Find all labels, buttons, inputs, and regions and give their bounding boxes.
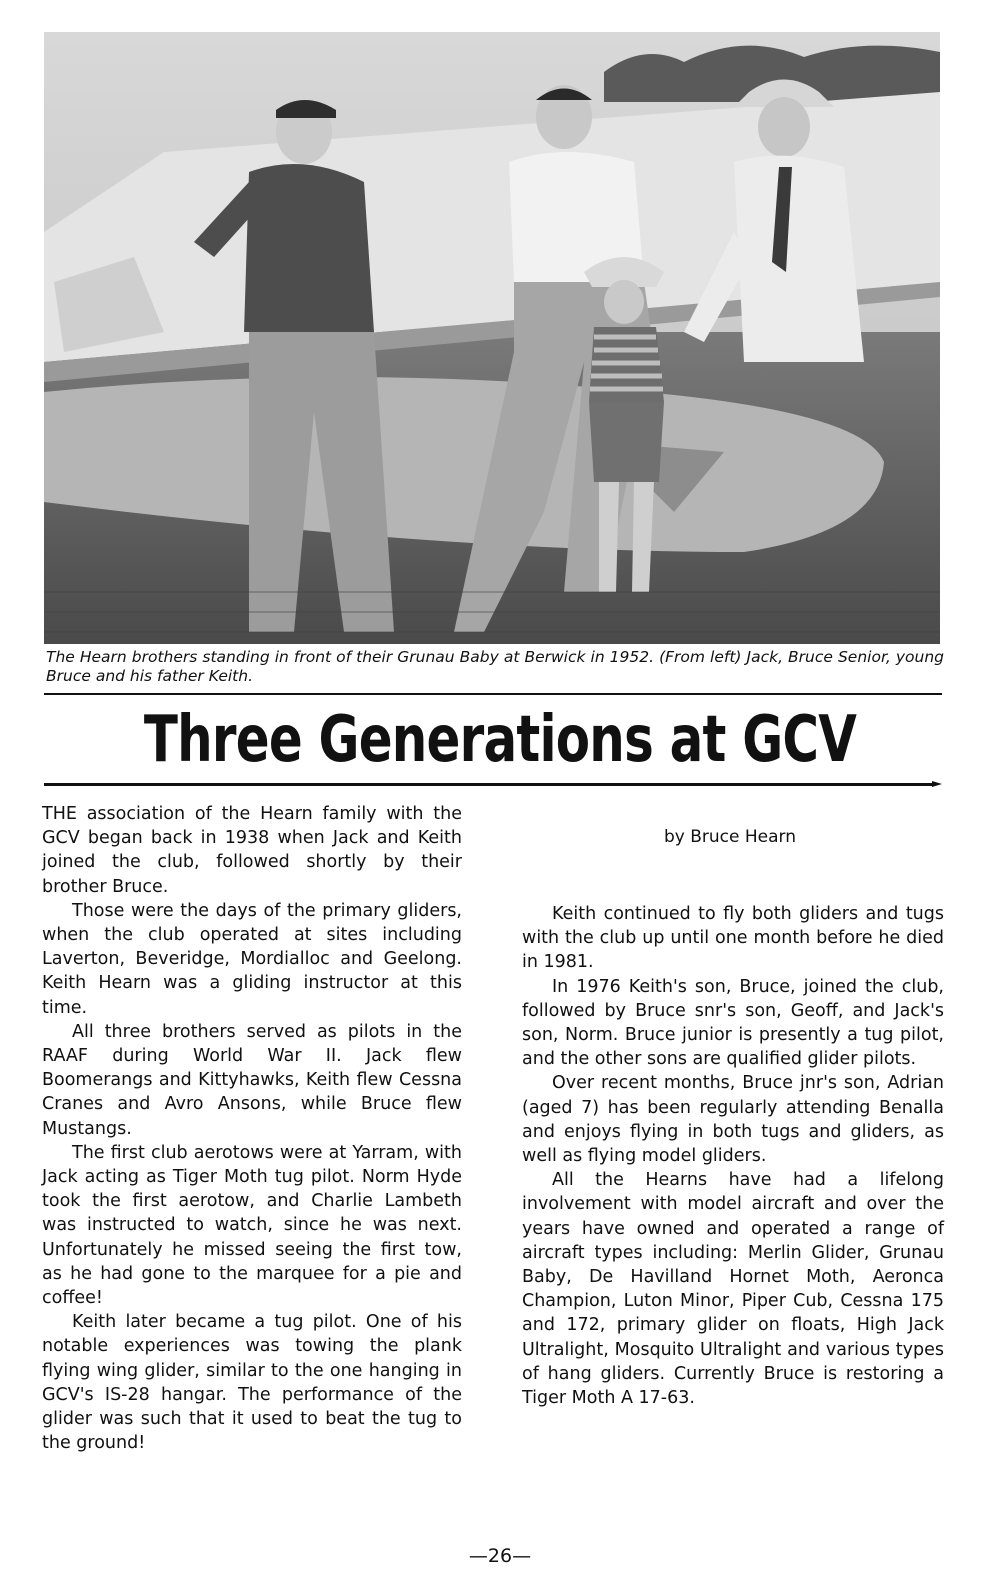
article-left-column — [42, 802, 462, 1455]
paragraph: Keith continued to fly both gliders and tugs with the club up until one month before he died in 1981. — [522, 904, 944, 973]
paragraph: Over recent months, Bruce jnr's son, Adrian (aged 7) has been regularly attending Benalla and enjoys flying in both tugs and gliders, as well as flying model gliders. — [522, 1073, 944, 1167]
photo-illustration — [44, 32, 940, 644]
article-headline: Three Generations at GCV — [143, 703, 857, 777]
article-right-column — [522, 902, 944, 1410]
paragraph: Keith later became a tug pilot. One of his notable experiences was towing the plank flying wing glider, similar to the one hanging in GCV's IS-28 hangar. The performance of the glider was such that it used to beat the tug to the ground! — [42, 1312, 462, 1454]
paragraph: Those were the days of the primary gliders, when the club operated at sites including Laverton, Beveridge, Mordialloc and Geelong. Keith Hearn was a gliding instructor at this time. — [42, 900, 462, 1018]
paragraph: In 1976 Keith's son, Bruce, joined the club, followed by Bruce snr's son, Geoff, and Jack's son, Norm. Bruce junior is presently a tug pilot, and the other sons are qualified glider pilots. — [522, 976, 944, 1070]
paragraph: All the Hearns have had a lifelong involvement with model aircraft and over the years have owned and operated a range of aircraft types including: Merlin Glider, Grunau Baby, De Havilland Hornet Moth, Aeronca Champion, Luton Minor, Piper Cub, Cessna 175 and 172, primary glider on floats, High Jack Ultralight, Mosquito Ultralight and various types of hang gliders. Currently Bruce is restoring a Tiger Moth A 17-63. — [522, 1170, 944, 1409]
page-number: —26— — [468, 1545, 532, 1567]
photo-caption: The Hearn brothers standing in front of their Grunau Baby at Berwick in 1952. (From left) Jack, Bruce Senior, young Bruce and his father Keith. — [46, 648, 944, 685]
headline-bottom-rule — [44, 783, 932, 786]
paragraph: THE association of the Hearn family with the GCV began back in 1938 when Jack and Keith joined the club, followed shortly by their brother Bruce. — [42, 804, 462, 897]
byline: by Bruce Hearn — [663, 827, 796, 847]
photo-hearn-brothers — [44, 32, 940, 644]
paragraph: The first club aerotows were at Yarram, with Jack acting as Tiger Moth tug pilot. Norm Hyde took the first aerotow, and Charlie Lambeth was instructed to watch, since he was next. Unfortunately he missed seeing the first tow, as he had gone to the marquee for a pie and coffee! — [42, 1142, 462, 1309]
paragraph: All three brothers served as pilots in the RAAF during World War II. Jack flew Boomerangs and Kittyhawks, Keith flew Cessna Cranes and Avro Ansons, while Bruce flew Mustangs. — [42, 1021, 462, 1139]
headline-top-rule — [44, 693, 942, 695]
